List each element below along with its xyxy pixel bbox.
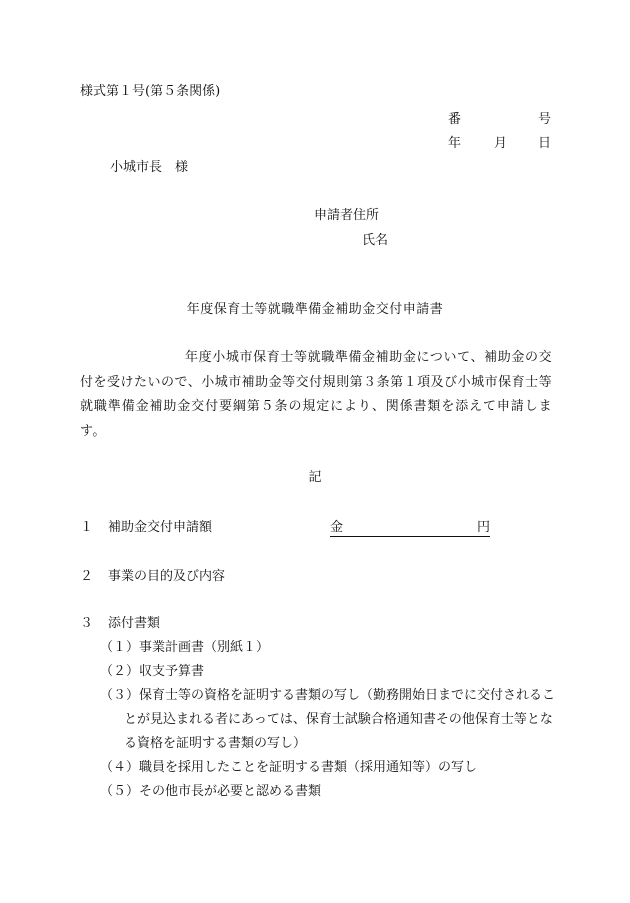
attachment-item: （１）事業計画書（別紙１） [100, 640, 270, 655]
addressee: 小城市長 様 [110, 160, 189, 175]
attachment-item: （３）保育士等の資格を証明する書類の写し（勤務開始日までに交付されることが見込まれる者にあっては、保育士試験合格通知書その他保育士等となる資格を証明する書類の写し） [100, 688, 556, 751]
item-2-purpose [80, 565, 225, 584]
applicant-address-label: 申請者住所 [314, 208, 380, 223]
item-3-label: 添付書類 [108, 616, 161, 631]
document-number-label: 番 [448, 112, 462, 127]
amount-suffix: 円 [476, 520, 490, 535]
applicant-name-label: 氏名 [362, 233, 389, 248]
item-2-number: ２ [80, 569, 94, 584]
document-number-unit: 号 [538, 112, 552, 127]
item-3-attachments [80, 612, 160, 631]
document-title: 年度保育士等就職準備金補助金交付申請書 [186, 302, 444, 317]
amount-field [330, 516, 490, 537]
item-2-label: 事業の目的及び内容 [108, 569, 226, 584]
attachment-item: （５）その他市長が必要と認める書類 [100, 784, 322, 799]
item-1-number: １ [80, 520, 94, 535]
amount-prefix: 金 [330, 520, 344, 535]
form-number: 様式第１号(第５条関係) [80, 84, 221, 99]
attachment-item: （２）収支予算書 [100, 664, 205, 679]
item-1-label: 補助金交付申請額 [108, 520, 213, 535]
ki-heading: 記 [308, 470, 322, 485]
item-1-subsidy-amount [80, 516, 212, 535]
attachment-item: （４）職員を採用したことを証明する書類（採用通知等）の写し [100, 760, 478, 775]
date-day-label: 日 [538, 136, 552, 151]
application-body-text: 年度小城市保育士等就職準備金補助金について、補助金の交付を受けたいので、小城市補助金等交付規則第３条第１項及び小城市保育士等就職準備金補助金交付要綱第５条の規定により、関係書類を添えて申請します。 [80, 350, 552, 439]
date-year-label: 年 [448, 136, 462, 151]
item-3-number: ３ [80, 616, 94, 631]
date-month-label: 月 [494, 136, 508, 151]
